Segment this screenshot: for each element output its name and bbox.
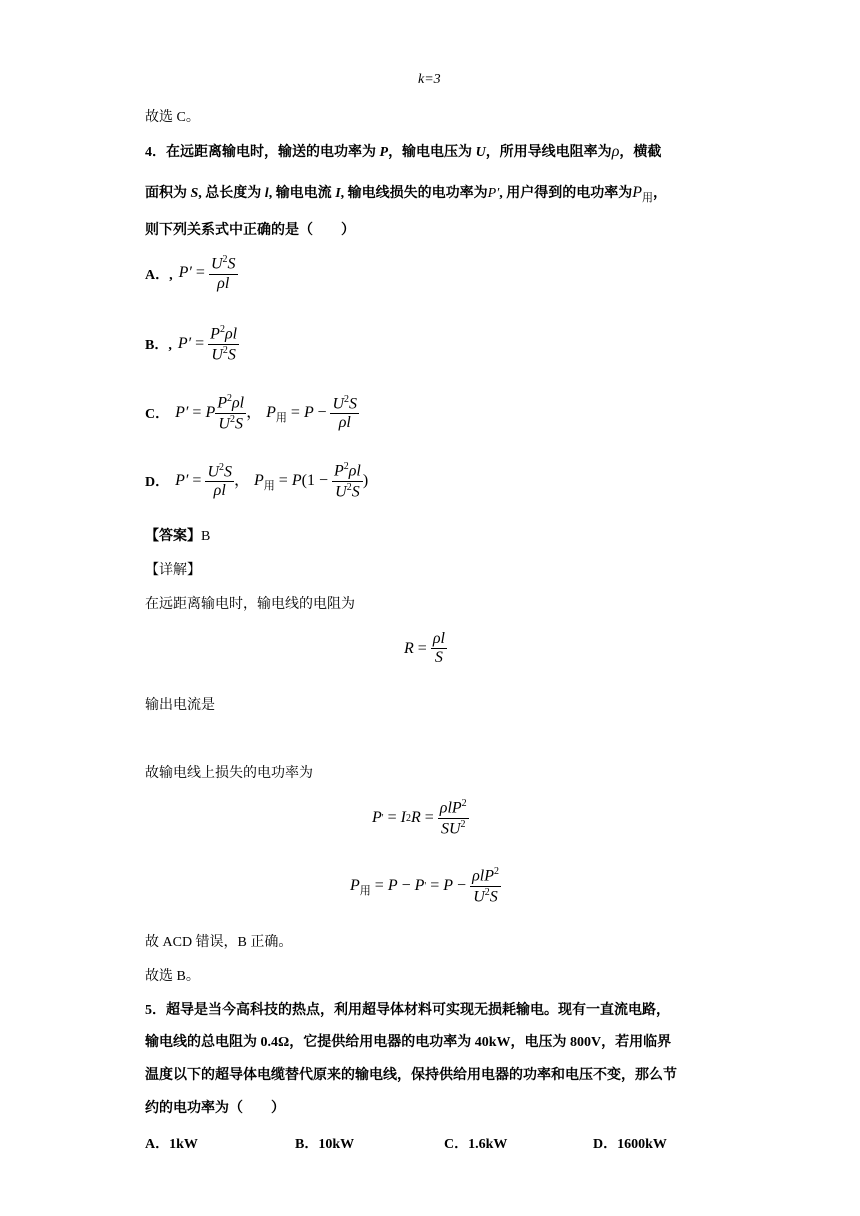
q4-option-d <box>145 461 368 501</box>
detail-line-2: 输出电流是 <box>145 698 215 713</box>
q5-line-3: 温度以下的超导体电缆替代原来的输电线，保持供给用电器的功率和电压不变，那么节 <box>145 1068 677 1083</box>
option-b-formula: P′ = $\frac{P^2\rho l}{U^2S}$ <box>177 324 238 364</box>
detail-line-4: 故 ACD 错误，B 正确。 <box>145 935 293 950</box>
q5-line-2: 输电线的总电阻为 0.4Ω，它提供给用电器的电功率为 40kW，电压为 800V，若用临界 <box>145 1035 672 1050</box>
resistance-formula: R = $\frac{\rho l}{S}$ <box>404 630 445 667</box>
user-power-formula: P 用 = P − P ' = P − $\frac{\rho lP^2}{U^2S}$ <box>350 866 499 906</box>
option-c-label: C． <box>145 407 170 423</box>
q5-line-4: 约的电功率为（ ） <box>145 1101 285 1116</box>
q4-line-2: 面积为 S, 总长度为 l, 输电电流 I, 输电线损失的电功率为P′, 用户得到的电功率为$P_用$， <box>145 184 668 204</box>
prev-choose-line: 故选 C。 <box>145 110 200 125</box>
q5-option-b: B．10kW <box>295 1137 355 1152</box>
q4-option-a <box>145 254 238 293</box>
detail-label: 【详解】 <box>145 563 201 578</box>
q5-option-d: D．1600kW <box>593 1137 667 1152</box>
q4-option-c <box>145 393 359 433</box>
detail-line-1: 在远距离输电时，输电线的电阻为 <box>145 597 355 612</box>
answer-line: 【答案】B <box>145 529 211 544</box>
option-c-formula: P′ = P $\frac{P^2\rho l}{U^2S}$ ， $P_用 = P$ − $\frac{U^2S}{\rho l}$ <box>175 393 358 433</box>
detail-line-5: 故选 B。 <box>145 969 200 984</box>
q4-option-b <box>145 324 239 364</box>
option-a-formula: P′ = $\frac{U^2S}{\rho l}$ <box>178 254 236 292</box>
k-equation: k=3 <box>418 72 441 87</box>
option-d-label: D． <box>145 475 170 491</box>
detail-line-3: 故输电线上损失的电功率为 <box>145 766 313 781</box>
q4-line-1: 4．在远距离输电时，输送的电功率为 P，输电电压为 U，所用导线电阻率为ρ，横截 <box>145 143 662 160</box>
option-d-formula: P′ = $\frac{U^2S}{\rho l}$ ， $P_用 = P(1$ − $\frac{P^2\rho l}{U^2S}$ ) <box>175 461 369 501</box>
q4-line-3: 则下列关系式中正确的是（ ） <box>145 223 355 238</box>
q5-option-a: A．1kW <box>145 1137 198 1152</box>
option-b-label: B．, <box>145 338 172 354</box>
q5-option-c: C．1.6kW <box>444 1137 508 1152</box>
q5-line-1: 5．超导是当今高科技的热点，利用超导体材料可实现无损耗输电。现有一直流电路， <box>145 1003 670 1018</box>
loss-power-formula: P ' = I 2 R = $\frac{\rho lP^2}{SU^2}$ <box>372 798 467 838</box>
option-a-label: A．, <box>145 267 173 283</box>
